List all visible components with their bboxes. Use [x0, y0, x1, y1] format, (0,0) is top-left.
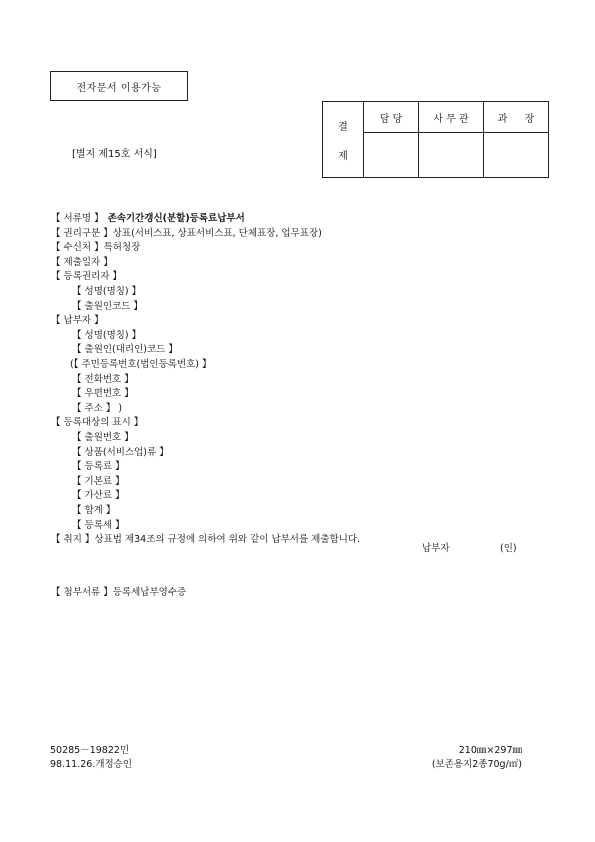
approval-sign-officer — [364, 133, 419, 178]
form-field-line — [72, 341, 178, 355]
form-field-label: 【 등록권리자 】 — [51, 271, 122, 283]
form-field-label: 【 출원인코드 】 — [72, 300, 143, 312]
form-field-line — [72, 327, 141, 341]
form-field-value: 상표(서비스표, 상표서비스표, 단체표장, 업무표장) — [112, 227, 322, 239]
approval-col-officer-label: 담 당 — [379, 113, 403, 125]
form-field-label: (【 주민등록번호(법인등록번호) 】 — [70, 359, 212, 370]
form-field-line — [51, 254, 113, 268]
signature-seal: (인) — [500, 543, 517, 554]
attachment-line — [51, 584, 186, 598]
form-field-label: 【 출원번호 】 — [72, 432, 134, 443]
approval-col-chief — [484, 102, 549, 133]
form-field-label: 【 등록료 】 — [72, 461, 125, 473]
form-field-label: 【 제출일자 】 — [51, 256, 113, 268]
form-field-line — [51, 239, 140, 253]
approval-sign-secretary — [419, 133, 484, 178]
form-field-line — [51, 268, 122, 282]
footer-approval-date: 98.11.26.개정승인 — [50, 759, 133, 770]
signature-label: 납부자 — [422, 543, 450, 554]
form-field-label: 【 등록대상의 표시 】 — [51, 417, 144, 429]
form-field-line — [72, 487, 125, 501]
form-field-label: 【 등록세 】 — [72, 519, 125, 531]
form-field-label: 【 우편번호 】 — [72, 388, 134, 400]
form-field-line — [51, 531, 360, 545]
approval-col-secretary-label: 사 무 관 — [433, 113, 469, 125]
form-field-label: 【 권리구분 】 — [51, 227, 113, 239]
form-field-value: 특허청장 — [103, 242, 141, 254]
approval-label-top: 결 — [338, 121, 348, 133]
approval-col-chief-label: 과 장 — [497, 113, 535, 125]
form-field-label: 【 성명(명칭) 】 — [72, 286, 142, 297]
form-field-line — [51, 414, 143, 428]
approval-table — [322, 101, 549, 178]
form-field-line — [72, 458, 125, 472]
approval-col-secretary — [419, 102, 484, 133]
form-field-label: 【 주소 】 ) — [72, 402, 123, 414]
approval-label-bottom: 제 — [338, 150, 348, 162]
form-field-label: 【 취지 】 — [51, 534, 95, 546]
electronic-document-stamp — [50, 71, 188, 101]
footer-paper-type: (보존용지2종70g/㎡) — [431, 759, 522, 770]
form-field-label: 【 기본료 】 — [72, 475, 125, 487]
form-field-label: 【 상품(서비스업)류 】 — [72, 446, 169, 458]
form-field-line — [72, 283, 141, 297]
form-field-line — [72, 444, 169, 458]
form-field-line — [51, 225, 322, 239]
stamp-text: 전자문서 이용가능 — [76, 82, 162, 94]
form-field-label: 【 수신처 】 — [51, 242, 104, 254]
form-field-label: 【 납부자 】 — [51, 315, 104, 327]
form-field-line — [72, 473, 125, 487]
form-field-label: 【 합계 】 — [72, 505, 116, 516]
form-field-label: 【 전화번호 】 — [72, 373, 134, 385]
form-field-line — [72, 400, 122, 414]
approval-label-cell — [323, 102, 364, 178]
form-field-label: 【 출원인(대리인)코드 】 — [72, 344, 178, 356]
form-number: [별지 제15호 서식] — [72, 149, 157, 160]
footer-paper-size: 210㎜×297㎜ — [458, 745, 522, 756]
form-field-line — [51, 312, 104, 326]
approval-sign-chief — [484, 133, 549, 178]
form-field-value: 상표법 제34조의 규정에 의하여 위와 같이 납부서를 제출합니다. — [94, 534, 361, 546]
footer-code: 50285－19822민 — [50, 745, 130, 756]
form-field-line — [72, 502, 115, 516]
form-field-label: 【 가산료 】 — [72, 490, 125, 502]
form-field-line — [72, 429, 134, 443]
form-field-line — [72, 517, 125, 531]
form-field-line — [72, 371, 134, 385]
form-field-label: 【 성명(명칭) 】 — [72, 329, 142, 341]
form-field-line — [72, 298, 143, 312]
form-field-line — [70, 356, 212, 370]
form-field-label: 【 서류명 】 — [51, 213, 104, 224]
attachment-value: 등록세납부영수증 — [112, 587, 187, 598]
approval-col-officer — [364, 102, 419, 133]
attachment-label: 【 첨부서류 】 — [51, 587, 113, 598]
form-field-value: 존속기간갱신(분할)등록료납부서 — [107, 213, 245, 224]
form-field-line — [51, 210, 245, 224]
form-field-line — [72, 385, 134, 399]
